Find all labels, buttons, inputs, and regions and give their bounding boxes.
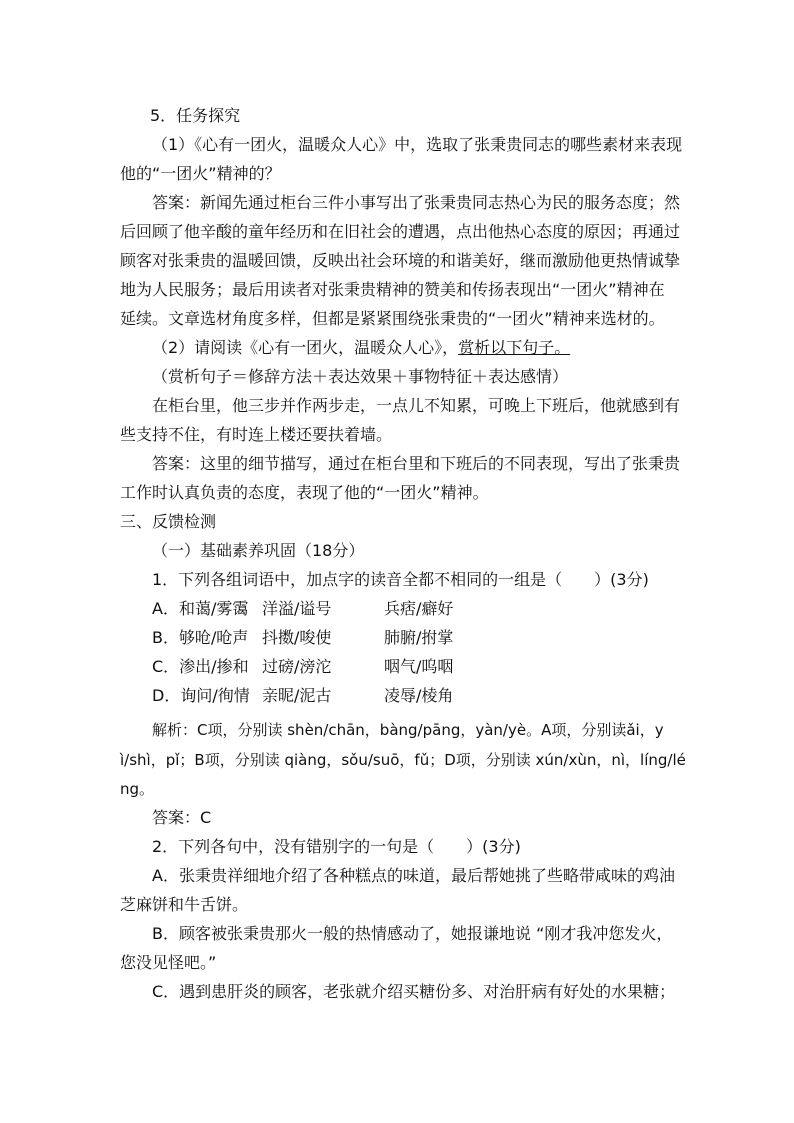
option-cell: A．和蔼/雾霭 [152,599,249,618]
option-cell: 抖擞/唆使 [262,628,332,647]
option-cell: 凌辱/棱角 [384,686,454,705]
underlined-instruction: 赏析以下句子。 [458,338,571,357]
subsection-heading: （一）基础素养巩固（18分） [152,541,365,560]
option-cell: B．够呛/呛声 [152,628,249,647]
option-cell: 兵痞/癖好 [384,599,454,618]
question-prompt: （2）请阅读《心有一团火，温暖众人心》， [152,338,459,357]
option-text: 您没见怪吧。” [120,953,217,972]
answer-text: 工作时认真负责的态度，表现了他的“一团火”精神。 [120,483,489,502]
option-cell: C．渗出/掺和 [152,657,249,676]
analysis-text: ì/shì，pǐ；B项，分别读 qiàng，sǒu/suō，fǔ；D项，分别读 xún/xùn，nì，líng/lé [120,751,686,769]
section-heading: 三、反馈检测 [120,512,217,531]
option-text: B．顾客被张秉贵那火一般的热情感动了，她报谦地说 “刚才我冲您发火， [152,924,673,943]
option-cell: D．询问/徇情 [152,686,250,705]
option-text: A．张秉贵祥细地介绍了各种糕点的味道，最后帮她挑了些略带咸味的鸡油 [152,866,675,885]
question-text: 1．下列各组词语中，加点字的读音全都不相同的一组是（ ）(3分) [152,570,649,589]
option-text: C．遇到患肝炎的顾客，老张就介绍买糖份多、对治肝病有好处的水果糖； [152,982,676,1001]
analysis-text: ng。 [120,780,155,798]
option-cell: 洋溢/谥号 [262,599,332,618]
option-text: 芝麻饼和牛舌饼。 [120,895,249,914]
answer-text: 答案：新闻先通过柜台三件小事写出了张秉贵同志热心为民的服务态度；然 [152,193,681,212]
question-text: 他的“一团火”精神的？ [120,164,281,183]
question-text: 2．下列各句中，没有错别字的一句是（ ）(3分) [152,837,521,856]
option-cell: 咽气/呜咽 [384,657,454,676]
answer-text: 后回顾了他辛酸的童年经历和在旧社会的遭遇，点出他热心态度的原因；再通过 [120,222,681,241]
question-text [152,338,570,358]
question-text: （1）《心有一团火，温暖众人心》中，选取了张秉贵同志的哪些素材来表现 [152,135,683,154]
analysis-text: 解析：C项，分别读 shèn/chān，bàng/pāng，yàn/yè。A项，分别读ǎi，y [152,721,664,739]
option-cell: 过磅/滂沱 [262,657,332,676]
answer-text: 答案：这里的细节描写，通过在柜台里和下班后的不同表现，写出了张秉贵 [152,454,681,473]
answer-text: 顾客对张秉贵的温暖回馈，反映出社会环境的和谐美好，继而激励他更热情诚挚 [120,251,681,270]
option-cell: 肺腑/拊掌 [384,628,454,647]
section-heading: 5．任务探究 [150,106,241,125]
answer-text: 地为人民服务；最后用读者对张秉贵精神的赞美和传扬表现出“一团火”精神在 [120,280,665,299]
quoted-sentence: 些支持不住，有时连上楼还要扶着墙。 [120,425,393,444]
answer-text: 延续。文章选材角度多样，但都是紧紧围绕张秉贵的“一团火”精神来选材的。 [120,309,665,328]
formula-hint: （赏析句子＝修辞方法＋表达效果＋事物特征＋表达感情） [152,367,569,386]
option-cell: 亲昵/泥古 [262,686,332,705]
answer-text: 答案：C [152,808,212,827]
quoted-sentence: 在柜台里，他三步并作两步走，一点儿不知累，可晚上下班后，他就感到有 [152,396,681,415]
